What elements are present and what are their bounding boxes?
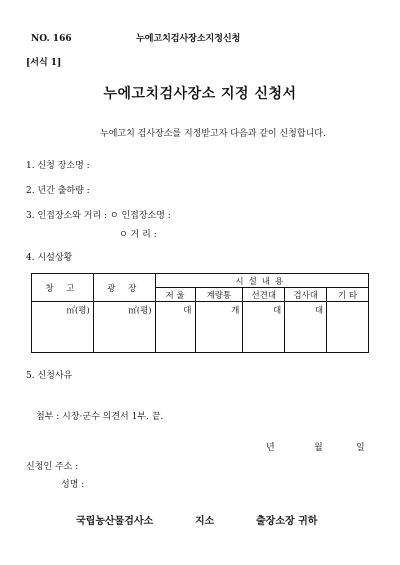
footer-agency: 국립농산물검사소 bbox=[76, 516, 154, 527]
subheader-sorting-table: 선견대 bbox=[243, 288, 285, 302]
facilities-table bbox=[31, 273, 369, 353]
subheader-inspection-table: 검사대 bbox=[285, 288, 327, 302]
cell-inspection-unit: 대 bbox=[285, 302, 327, 353]
date-year: 년 bbox=[266, 443, 275, 453]
applicant-address: 신청인 주소 : bbox=[26, 462, 79, 472]
subheader-scale: 저 울 bbox=[155, 288, 195, 302]
item-annual-shipment: 2. 년간 출하량 : bbox=[26, 186, 90, 196]
footer-branch: 지소 bbox=[195, 516, 215, 527]
document-number: NO. 166 bbox=[31, 34, 72, 44]
form-label: [서식 1] bbox=[26, 58, 62, 68]
item-distance: ㅇ 거 리 : bbox=[119, 230, 157, 240]
page-title: 누에고치검사장소 지정 신청서 bbox=[103, 86, 297, 102]
item-facilities: 4. 시설상황 bbox=[26, 253, 73, 263]
intro-text: 누에고치 검사장소를 지정받고자 다음과 같이 신청합니다. bbox=[100, 129, 326, 139]
date-day: 일 bbox=[356, 443, 365, 453]
applicant-name: 성명 : bbox=[61, 480, 85, 490]
cell-yard-unit: ㎡(평) bbox=[93, 302, 155, 353]
header-facility-contents: 시설내용 bbox=[155, 274, 368, 288]
subheader-measuring-tub: 계량통 bbox=[195, 288, 243, 302]
date-month: 월 bbox=[314, 443, 323, 453]
document-name: 누에고치검사장소지정신청 bbox=[136, 34, 241, 44]
table-header-row bbox=[32, 274, 369, 288]
header-warehouse: 창 고 bbox=[32, 274, 94, 302]
cell-other-unit bbox=[327, 302, 369, 353]
cell-tub-unit: 개 bbox=[195, 302, 243, 353]
item-reason: 5. 신청사유 bbox=[26, 371, 73, 381]
attachment-line: 첨부 : 시장·군수 의견서 1부. 끝. bbox=[36, 412, 164, 422]
item-adjacent-distance: 3. 인접장소와 거리 : ㅇ 인접장소명 : bbox=[26, 211, 171, 221]
header-yard: 광 장 bbox=[93, 274, 155, 302]
subheader-other: 기 타 bbox=[327, 288, 369, 302]
footer-recipient: 출장소장 귀하 bbox=[256, 516, 318, 527]
cell-scale-unit: 대 bbox=[155, 302, 195, 353]
table-row bbox=[32, 302, 369, 353]
cell-sorting-unit: 대 bbox=[243, 302, 285, 353]
cell-warehouse-unit: ㎡(평) bbox=[32, 302, 94, 353]
item-location-name: 1. 신청 장소명 : bbox=[26, 161, 90, 171]
